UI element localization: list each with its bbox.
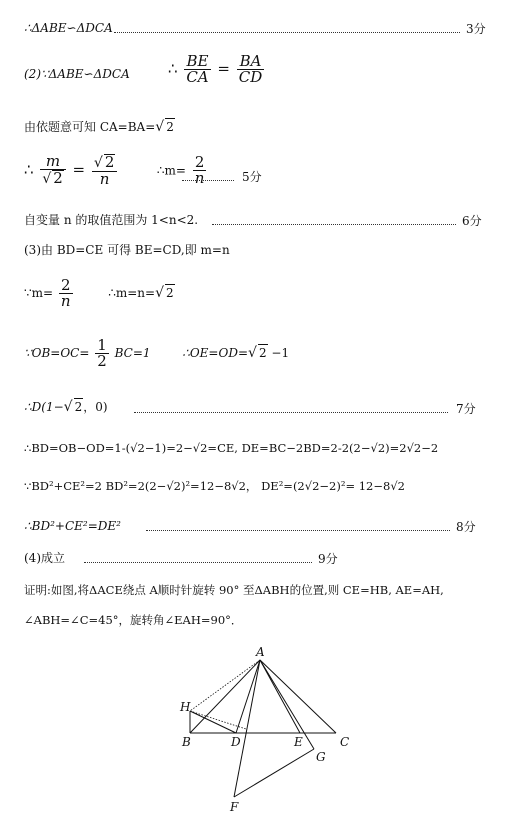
score-7: 7分	[456, 402, 476, 416]
label-f: F	[230, 800, 239, 814]
label-e: E	[294, 735, 303, 749]
label-a: A	[256, 645, 265, 659]
line-4: ∴ $\frac{m}{√ 2}$ = $\frac{√ 2}{n}$ ∴m= $\frac{2}{n}$	[24, 152, 205, 188]
dotted-hd	[190, 711, 246, 729]
segment-ae	[260, 660, 300, 733]
label-d: D	[231, 735, 241, 749]
score-6: 6分	[462, 214, 482, 228]
segment-fg	[234, 749, 314, 797]
line-11: ∵BD²+CE²=2 BD²=2(2−√2)²=12−8√2， DE²=(2√2−2)²= 12−8√2	[24, 479, 405, 493]
line-6: (3)由 BD=CE 可得 BE=CD,即 m=n	[24, 243, 230, 257]
line-3: 由依题意可知 CA=BA=√ 2	[24, 119, 174, 135]
label-c: C	[340, 735, 350, 749]
line-15: ∠ABH=∠C=45°，旋转角∠EAH=90°．	[24, 613, 243, 627]
score-9: 9分	[318, 552, 338, 566]
line-14: 证明:如图,将ΔACE绕点 A顺时针旋转 90° 至ΔABH的位置,则 CE=HB, AE=AH,	[24, 583, 444, 597]
score-3: 3分	[466, 22, 486, 36]
line-7: ∵m= $\frac{2}{n}$ ∴m=n=√ 2	[24, 276, 174, 310]
score-8: 8分	[456, 520, 476, 534]
label-g: G	[316, 750, 326, 764]
line-13: (4)成立	[24, 551, 65, 565]
line-2-prefix: (2)∵ΔABE∽ΔDCA	[24, 67, 130, 81]
line-9: ∴D(1−√ 2，0)	[24, 399, 108, 415]
line-2-proportion: ∴ $\frac{BE}{CA}$ = $\frac{BA}{CD}$	[168, 52, 263, 86]
score-5: 5分	[242, 170, 262, 184]
dotted-ah	[190, 660, 260, 711]
line-10: ∴BD=OB−OD=1-(√2−1)=2−√2=CE, DE=BC−2BD=2-2(2−√2)=2√2−2	[24, 441, 439, 455]
label-h: H	[180, 700, 191, 714]
label-b: B	[182, 735, 191, 749]
line-12: ∴BD²+CE²=DE²	[24, 519, 121, 533]
line-5: 自变量 n 的取值范围为 1<n<2.	[24, 213, 199, 227]
segment-hd	[190, 711, 236, 733]
line-8: ∵OB=OC= $\frac{1}{2}$ BC=1 ∴OE=OD=√ 2 −1	[24, 336, 290, 370]
line-1: ∴ΔABE∽ΔDCA	[24, 21, 113, 35]
